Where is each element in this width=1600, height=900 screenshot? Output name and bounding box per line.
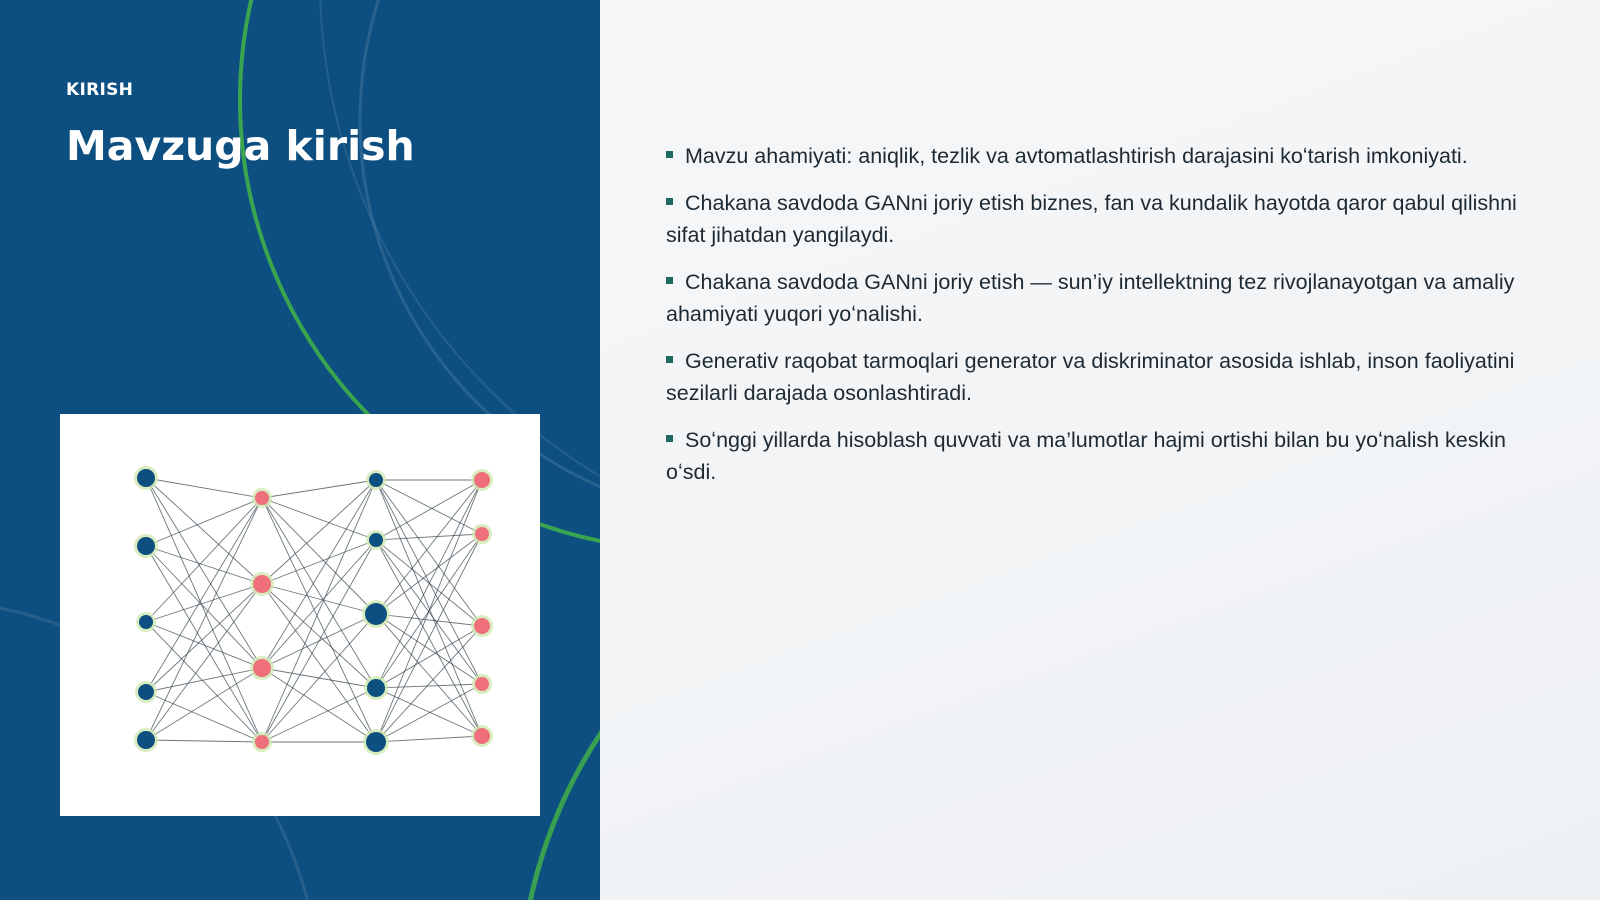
network-edge [146, 622, 262, 668]
network-node [367, 679, 385, 697]
bullet-marker-icon [666, 435, 673, 442]
section-kicker: KIRISH [66, 80, 134, 100]
network-node [138, 684, 154, 700]
network-edge [146, 498, 262, 692]
neural-network-icon [60, 414, 540, 816]
bullet-text: Chakana savdoda GANni joriy etish — sun’iy intellektning tez rivojlanayotgan va amaliy ahamiyati yuqori yoʻnalishi. [666, 270, 1515, 326]
network-node [253, 659, 271, 677]
network-node [475, 677, 489, 691]
bullet-item [666, 140, 1536, 172]
bullet-item [666, 424, 1536, 488]
network-node [365, 603, 387, 625]
network-edge [146, 546, 262, 584]
network-edge [262, 688, 376, 742]
bullet-text: Soʻnggi yillarda hisoblash quvvati va ma’lumotlar hajmi ortishi bilan bu yoʻnalish keskin oʻsdi. [666, 428, 1506, 484]
bullet-marker-icon [666, 356, 673, 363]
network-node [474, 618, 490, 634]
network-edge [376, 736, 482, 742]
network-edge [376, 534, 482, 614]
network-node [255, 735, 269, 749]
network-edge [376, 534, 482, 742]
network-edge [146, 478, 262, 742]
network-edge [146, 478, 262, 584]
bullet-item [666, 266, 1536, 330]
network-node [137, 537, 155, 555]
network-edge [262, 614, 376, 742]
slide-title: Mavzuga kirish [66, 122, 415, 170]
network-edge [262, 540, 376, 584]
bullet-marker-icon [666, 198, 673, 205]
bullet-item [666, 345, 1536, 409]
bullet-text: Generativ raqobat tarmoqlari generator va diskriminator asosida ishlab, inson faoliyatini sezilarli darajada osonlashtiradi. [666, 349, 1515, 405]
network-edge [262, 498, 376, 614]
bullet-marker-icon [666, 277, 673, 284]
network-node [369, 533, 383, 547]
network-edge [262, 540, 376, 668]
bullet-text: Mavzu ahamiyati: aniqlik, tezlik va avtomatlashtirish darajasini koʻtarish imkoniyati. [685, 144, 1468, 168]
network-edge [146, 478, 262, 498]
network-node [139, 615, 153, 629]
network-edge [376, 626, 482, 742]
network-edge [146, 498, 262, 546]
network-edge [146, 546, 262, 742]
bullet-list [666, 140, 1536, 503]
network-node [474, 472, 490, 488]
network-edge [376, 480, 482, 534]
network-edge [376, 480, 482, 614]
bullet-item [666, 187, 1536, 251]
network-node [137, 731, 155, 749]
left-panel [0, 0, 600, 900]
network-edge [376, 534, 482, 540]
network-edge [146, 740, 262, 742]
network-edge [262, 584, 376, 688]
network-node [369, 473, 383, 487]
network-edge [262, 584, 376, 742]
network-node [474, 728, 490, 744]
network-edge [376, 684, 482, 742]
network-edge [262, 480, 376, 668]
network-edges [146, 478, 482, 742]
network-edge [376, 614, 482, 736]
network-edge [146, 584, 262, 692]
network-node [475, 527, 489, 541]
network-edge [146, 668, 262, 692]
network-edge [262, 540, 376, 742]
bullet-text: Chakana savdoda GANni joriy etish biznes, fan va kundalik hayotda qaror qabul qilishni sifat jihatdan yangilaydi. [666, 191, 1517, 247]
network-node [253, 575, 271, 593]
network-node [137, 469, 155, 487]
figure-card [60, 414, 540, 816]
network-edge [376, 688, 482, 736]
network-node [366, 732, 386, 752]
network-node [255, 491, 269, 505]
bullet-marker-icon [666, 151, 673, 158]
